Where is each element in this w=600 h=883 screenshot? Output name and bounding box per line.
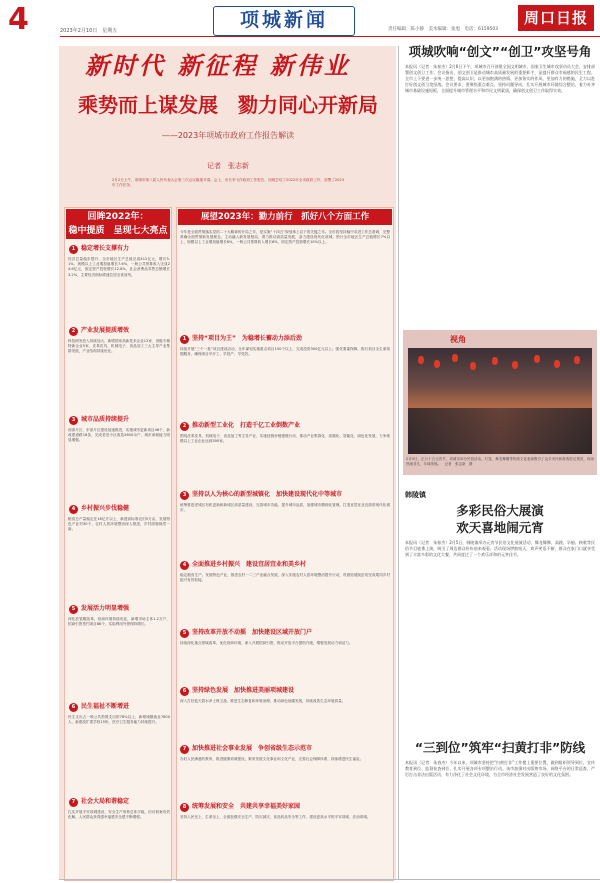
plan-section-heading: 8 统筹发展和安全 共建共享幸福美好家园 <box>180 802 390 812</box>
article3-body: 本报讯（记者 朱春杰）今年以来，项城市坚持把“扫黄打非”工作摆上重要位置，做到组织领导到位、宣传教育到位、监督检查到位，扎实开展各项专项整治行动。该市加强对出版物市场、网络平台的日常巡查，严厉打击非法出版活动，有力净化了社会文化环境，为全市经济社会发展营造了良好的文化氛围。 <box>405 760 595 777</box>
review-section-heading: 5 发展活力明显增强 <box>69 604 169 614</box>
plan-section-text: 稳定粮食生产，发展特色产业，推进农村一二三产业融合发展，深入实施农村人居环境整治提升行动，巩固拓展脱贫攻坚成果同乡村振兴有效衔接。 <box>180 573 390 583</box>
review-section-text: 扎实开展平安项城建设，安全生产形势总体平稳，信访积案有效化解，人民群众获得感幸福感安全感不断增强。 <box>68 810 170 820</box>
review-section-text: 深化放管服改革，营商环境持续优化，新增市场主体1.2万户，招商引资签约项目86个，实际利用外资保持增长。 <box>68 617 170 627</box>
plan-section-text: 办好人民满意的教育，推进健康项城建设，繁荣发展文化事业和文化产业，完善社会保障体系，持续增进民生福祉。 <box>180 757 364 761</box>
article1-body: 本报讯（记者 朱春杰）2月6日下午，项城市召开创建全国文明城市、国家卫生城市攻坚动员大会，安排部署创文创卫工作。会议指出，创文创卫是推动城市高质量发展的重要抓手，是提升群众幸福感的民生工程。全市上下要进一步统一思想，提高认识，以更加饱满的热情、更加务实的作风、更加有力的措施，全力以赴打好创文创卫攻坚战。会议要求，要聚焦重点难点，坚持问题导向，扎实开展城市环境综合整治，着力补齐城市基础设施短板，全面提升城市管理水平和市民文明素质，确保创文创卫工作取得实效。 <box>405 64 595 93</box>
section-title: 项城新闻 <box>213 6 355 36</box>
photo-caption: 2月5日，正月十五元宵节，项城市举办民俗活动。灯笼、舞龙舞狮等传统文化表演吸引了众多市民和游客驻足观赏，现场热闹非凡，年味浓郁。 记者 张志新 摄 <box>406 457 594 466</box>
article3-title[interactable]: “三到位”筑牢“扫黄打非”防线 <box>414 740 586 755</box>
review-title-line1: 回眸2022年： <box>87 212 149 222</box>
lead-intro: 2月2日上午，项城市第八届人民代表大会第三次会议隆重开幕。会上，市长李飞作政府工作报告，回顾总结了2022年全市政府工作，部署了2023年工作任务。 <box>112 178 344 188</box>
article2-title-line1[interactable]: 多彩民俗大展演 <box>456 503 544 518</box>
plan-section-heading: 6 坚持绿色发展 加快推进美丽项城建设 <box>180 686 390 696</box>
plan-section-text: 统筹推进老城区有机更新和新城区高质量建设，完善城市功能，提升城市品质，加强城市精细化管理，打造宜居宜业宜游的现代化城市。 <box>180 503 390 513</box>
article1-title[interactable]: 项城吹响“创文”“创卫”攻坚号角 <box>408 44 592 59</box>
plan-section-text: 坚持人民至上、生命至上，全面加强安全生产、防灾减灾、食品药品安全等工作，建设更高水平的平安项城、法治项城。 <box>180 815 371 819</box>
plan-section-heading: 4 全面推进乡村振兴 建设宜居宜业和美乡村 <box>180 560 390 570</box>
plan-section-heading: 5 坚持改革开放不动摇 加快建设区域开放门户 <box>180 628 390 638</box>
review-section-text: 粮食总产量稳定在16亿斤以上，新建高标准农田5万亩，发展特色产业村30个，农村人居环境整治深入推进，乡村面貌焕然一新。 <box>68 517 170 532</box>
page-bottom-rule <box>59 879 600 880</box>
article2-title-line2[interactable]: 欢天喜地闹元宵 <box>456 520 544 535</box>
review-section-text: 西部片区、东部片区建设加速推进，实施城市更新项目46个，新改建道路18条，完成老旧小区改造2600余户，城市承载能力明显增强。 <box>68 428 170 443</box>
issue-date: 2023年2月10日 星期五 <box>60 28 118 34</box>
editor-credits: 责任编辑：陈小静 美术编辑：张旭 电话：6159503 <box>388 27 499 32</box>
plan-section-text: 持续开展“三个一批”项目建设活动，全年谋划实施重点项目150个以上，完成投资300亿元以上。强化要素保障，推行项目全生命周期服务，确保项目早开工、早投产、早见效。 <box>180 347 390 357</box>
page-number: 4 <box>8 2 29 37</box>
newspaper-logo: 周口日报 <box>518 5 594 31</box>
photo-section-label: 视角 <box>450 335 466 344</box>
review-section-heading: 2 产业发展提质增效 <box>69 326 169 336</box>
review-section-heading: 7 社会大局和谐稳定 <box>69 797 169 807</box>
lead-banner: 新时代 新征程 新伟业 <box>85 51 351 80</box>
article2-body: 本报讯（记者 朱春杰）2月5日，韩陵镇举办元宵节民俗文化展演活动，舞龙舞狮、高跷、旱船、秧歌等民俗节目轮番上演，吸引了周边群众纷纷前来观看。活动现场锣鼓喧天，欢声笑语不断，群众在家门口就享受到了丰富多彩的文化大餐，共同度过了一个欢乐祥和的元宵佳节。 <box>405 540 595 557</box>
plan-section-heading: 3 坚持以人为核心的新型城镇化 加快建设现代化中等城市 <box>180 490 390 500</box>
plan-section-heading: 7 加快推进社会事业发展 争创省级生态示范市 <box>180 744 390 754</box>
review-section-text: 经济总量稳步提升，全市地区生产总值完成412亿元，增长5.1%，规模以上工业增加值增长7.6%，一般公共预算收入完成24.6亿元，固定资产投资增长12.8%，社会消费品零售总额增长3.2%，主要经济指标增速位居全省前列。 <box>68 257 170 277</box>
review-section-text: 民生支出占一般公共预算支出的78%以上，新增城镇就业7800人，新建改扩建学校15所，医疗卫生服务能力持续提升。 <box>68 715 170 725</box>
review-section-heading: 6 民生福祉不断增进 <box>69 702 169 712</box>
plan-section-heading: 2 推动新型工业化 打造千亿工业倒数产业 <box>180 421 390 431</box>
plan-section-text: 围绕皮革皮具、机械电子、食品加工等主导产业，实施延链补链强链行动，推动产业集群化、高端化、智能化、绿色化发展，力争规模以上工业企业达到300家。 <box>180 434 390 444</box>
review-section-heading: 4 乡村振兴步伐稳健 <box>69 504 169 514</box>
review-section-heading: 3 城市品质持续提升 <box>69 415 169 425</box>
plan-title: 展望2023年：勠力前行 抓好八个方面工作 <box>178 209 392 225</box>
review-title-line2: 稳中提质 呈现七大亮点 <box>68 226 168 236</box>
header-rule <box>60 36 600 37</box>
plan-section-heading: 1 坚持“项目为王” 为稳增长蓄动力添后劲 <box>180 334 390 344</box>
article2-dateline: 韩陵镇 <box>405 491 426 499</box>
plan-section-text: 持续深化重点领域改革，优化营商环境，深入开展招商引资，推动开放平台提档升级，增强发展动力和活力。 <box>180 641 353 645</box>
review-section-text: 科技研发投入持续加大，新增国家高新技术企业12家、省级专精特新企业5家，皮革皮具、机械电子、食品加工三大主导产业集群发展，产业结构持续优化。 <box>68 339 170 354</box>
plan-intro: 今年是全面贯彻落实党的二十大精神的开局之年，是实施“十四五”规划承上启下的关键之年。全市将坚持稳中求进工作总基调，完整准确全面贯彻新发展理念，主动融入新发展格局，着力推动高质量发展，奋力建设现代化项城。预计全市地区生产总值增长7%以上，规模以上工业增加值增长8%，一般公共预算收入增长8%，固定资产投资增长10%以上。 <box>180 230 390 245</box>
lantern-festival-photo[interactable] <box>408 348 592 454</box>
lead-subhead: ——2023年项城市政府工作报告解读 <box>161 131 295 140</box>
page-header <box>0 0 600 44</box>
lead-headline[interactable]: 乘势而上谋发展 勠力同心开新局 <box>78 93 378 117</box>
column-divider <box>398 46 399 880</box>
review-section-heading: 1 稳定增长支撑有力 <box>69 244 169 254</box>
plan-section-text: 深入打好蓝天碧水净土保卫战，推进生态修复和环境治理，推动绿色低碳发展，持续改善生态环境质量。 <box>180 699 346 703</box>
lead-byline: 记者 张志新 <box>207 162 249 170</box>
